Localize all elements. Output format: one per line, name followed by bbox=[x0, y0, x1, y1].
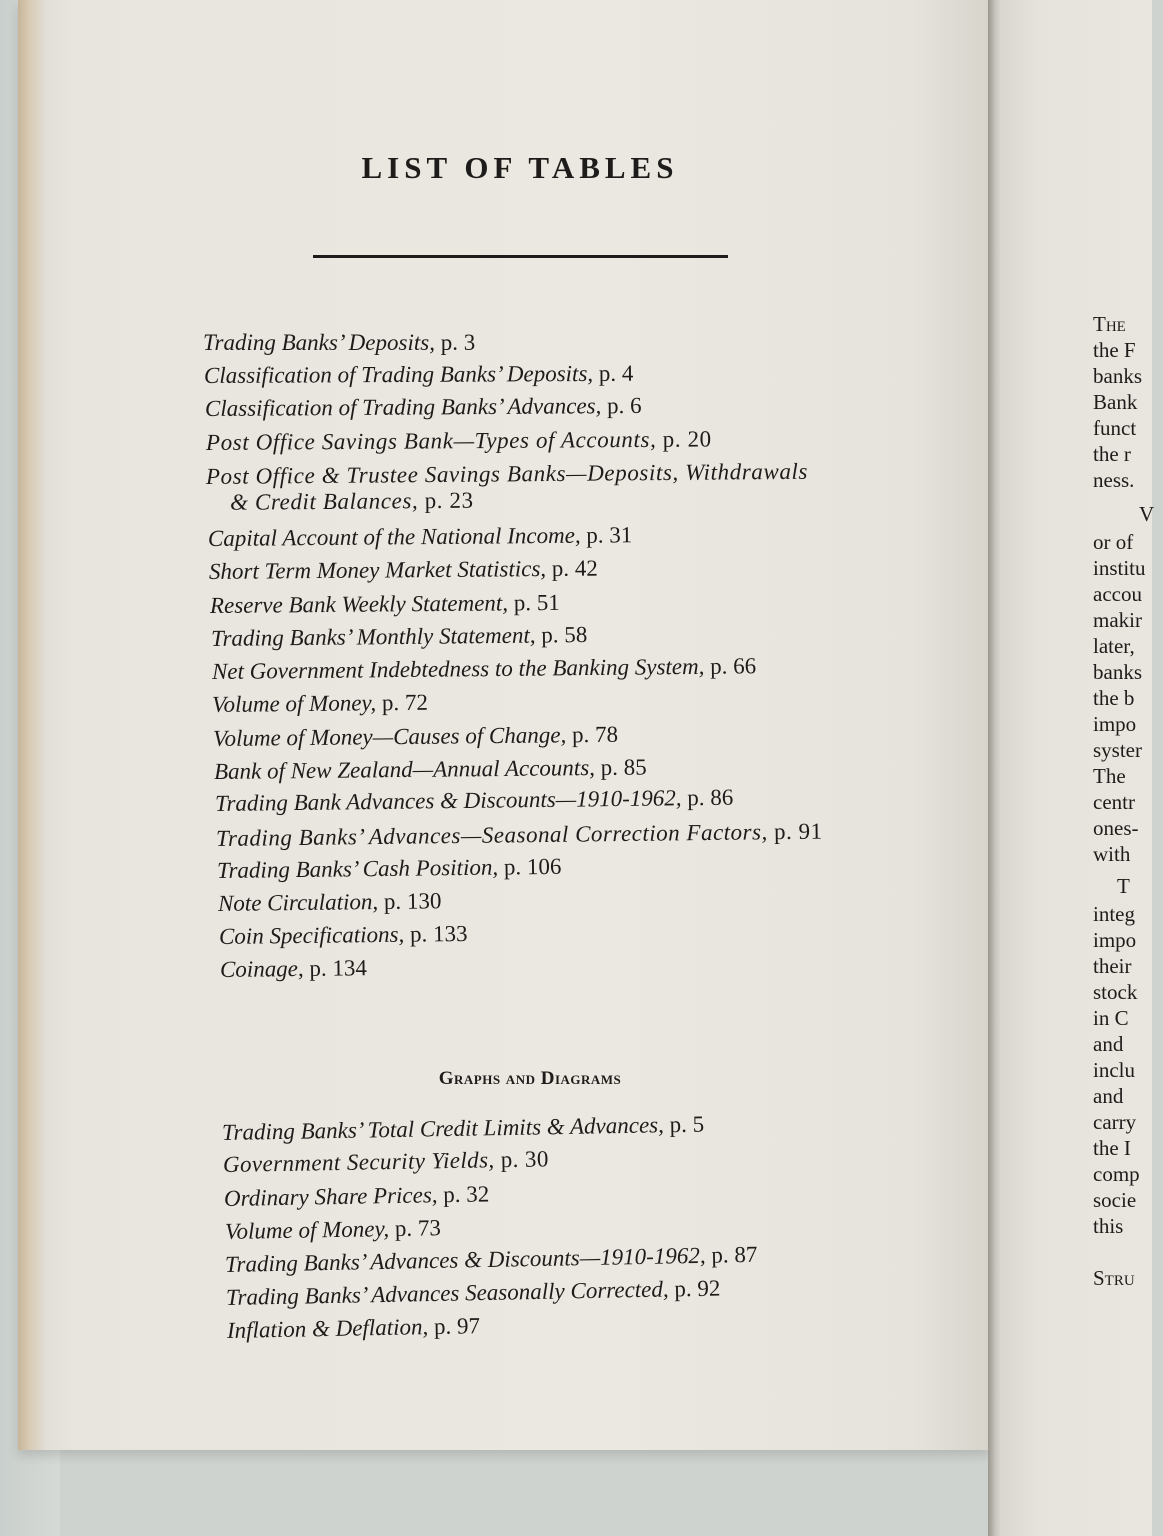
entry-page: p. 133 bbox=[409, 920, 468, 947]
facing-line: accou bbox=[1093, 582, 1142, 606]
entry-page: p. 51 bbox=[513, 589, 560, 616]
entry-title: Short Term Money Market Statistics bbox=[208, 556, 541, 584]
facing-line: later, bbox=[1093, 634, 1135, 658]
table-entry: Net Government Indebtedness to the Banking System, p. 66 bbox=[211, 653, 757, 684]
entry-title: Trading Banks’ Advances Seasonally Corrected bbox=[225, 1276, 664, 1310]
entry-title: Trading Banks’ Total Credit Limits & Advances bbox=[221, 1112, 659, 1145]
facing-line: the b bbox=[1093, 686, 1135, 710]
entry-title: Volume of Money bbox=[224, 1216, 384, 1244]
facing-line: makir bbox=[1093, 608, 1142, 632]
entry-title: Volume of Money—Causes of Change bbox=[212, 722, 561, 751]
page-title: LIST OF TABLES bbox=[361, 150, 679, 185]
table-entry: Coinage, p. 134 bbox=[219, 955, 368, 982]
graph-entry: Inflation & Deflation, p. 97 bbox=[226, 1313, 481, 1343]
graphs-section-heading: Graphs and Diagrams bbox=[438, 1068, 622, 1089]
entry-title: Classification of Trading Banks’ Deposits bbox=[203, 360, 588, 388]
facing-line: this bbox=[1093, 1214, 1124, 1238]
facing-line: V bbox=[1139, 502, 1155, 526]
entry-title: Net Government Indebtedness to the Banking System bbox=[211, 653, 699, 684]
entry-title: Note Circulation bbox=[217, 889, 373, 916]
entry-title: Classification of Trading Banks’ Advances bbox=[204, 393, 596, 421]
table-entry: Post Office Savings Bank—Types of Accounts, p. 20 bbox=[205, 426, 712, 455]
entry-title: Capital Account of the National Income bbox=[207, 522, 575, 551]
entry-title: Bank of New Zealand—Annual Accounts bbox=[213, 755, 590, 784]
table-entry: Volume of Money, p. 72 bbox=[211, 689, 429, 717]
facing-line: impo bbox=[1093, 712, 1137, 736]
facing-page-text bbox=[1093, 0, 1163, 1536]
entry-title: Trading Banks’ Monthly Statement bbox=[210, 622, 530, 651]
entry-page: p. 87 bbox=[711, 1241, 758, 1268]
entry-title: Ordinary Share Prices bbox=[223, 1182, 433, 1211]
facing-line: the r bbox=[1093, 442, 1131, 466]
entry-page: p. 30 bbox=[500, 1146, 549, 1173]
entry-page: p. 20 bbox=[662, 426, 712, 452]
table-entry: Classification of Trading Banks’ Deposits, p. 4 bbox=[203, 360, 634, 388]
facing-line: and bbox=[1093, 1084, 1124, 1108]
facing-line: their bbox=[1093, 954, 1132, 978]
graph-entry: Trading Banks’ Advances Seasonally Corrected, p. 92 bbox=[225, 1275, 721, 1310]
graph-entry: Trading Banks’ Advances & Discounts—1910-1962, p. 87 bbox=[224, 1241, 758, 1277]
facing-line: integ bbox=[1093, 902, 1135, 926]
facing-line: centr bbox=[1093, 790, 1135, 814]
facing-line: and bbox=[1093, 1032, 1124, 1056]
entry-page: p. 58 bbox=[541, 622, 588, 648]
entry-title-continued: & Credit Balances bbox=[229, 488, 413, 515]
facing-line: Bank bbox=[1093, 390, 1138, 414]
table-entry: Bank of New Zealand—Annual Accounts, p. 85 bbox=[213, 754, 647, 784]
entry-page: p. 92 bbox=[674, 1275, 721, 1302]
facing-line: The bbox=[1093, 312, 1126, 336]
entry-title: Post Office Savings Bank—Types of Accounts bbox=[205, 426, 651, 455]
facing-line: banks bbox=[1093, 660, 1142, 684]
entry-page: p. 73 bbox=[394, 1215, 442, 1242]
entry-title: Trading Banks’ Cash Position bbox=[216, 854, 493, 883]
entry-page: p. 31 bbox=[586, 522, 633, 548]
facing-line: stock bbox=[1093, 980, 1138, 1004]
table-entry: Note Circulation, p. 130 bbox=[217, 888, 442, 916]
table-entry: Trading Bank Advances & Discounts—1910-1962, p. 86 bbox=[214, 784, 734, 816]
graph-entry: Ordinary Share Prices, p. 32 bbox=[223, 1181, 490, 1211]
table-entry: Volume of Money—Causes of Change, p. 78 bbox=[212, 721, 619, 751]
table-entry: Classification of Trading Banks’ Advances, p. 6 bbox=[204, 392, 642, 421]
table-entry: Trading Banks’ Deposits, p. 3 bbox=[203, 330, 476, 355]
facing-line: inclu bbox=[1093, 1058, 1135, 1082]
graph-entry: Government Security Yields, p. 30 bbox=[222, 1146, 549, 1177]
entry-page: p. 4 bbox=[598, 360, 634, 386]
entry-page: p. 134 bbox=[309, 955, 368, 981]
facing-line: in C bbox=[1093, 1006, 1129, 1030]
entry-title: Coin Specifications bbox=[218, 921, 399, 949]
facing-line: or of bbox=[1093, 530, 1134, 554]
entry-title: Trading Banks’ Advances—Seasonal Correction Factors bbox=[215, 819, 762, 851]
facing-line: socie bbox=[1093, 1188, 1137, 1212]
entry-page: p. 106 bbox=[503, 853, 562, 880]
facing-line: carry bbox=[1093, 1110, 1137, 1134]
table-entry: Post Office & Trustee Savings Banks—Deposits, Withdrawals & Credit Balances, p. 23 bbox=[205, 458, 809, 515]
facing-line: The bbox=[1093, 764, 1126, 788]
entry-page: p. 6 bbox=[606, 392, 642, 419]
entry-page: p. 91 bbox=[773, 818, 823, 845]
entry-title: Volume of Money bbox=[211, 690, 371, 717]
facing-line: banks bbox=[1093, 364, 1142, 388]
entry-title: Inflation & Deflation bbox=[226, 1314, 423, 1343]
graph-entry: Volume of Money, p. 73 bbox=[224, 1215, 442, 1244]
facing-line: Stru bbox=[1093, 1266, 1135, 1290]
entry-page: p. 42 bbox=[551, 555, 598, 582]
facing-line: T bbox=[1117, 874, 1130, 898]
entry-title: Government Security Yields bbox=[222, 1147, 489, 1177]
entry-title: Trading Banks’ Advances & Discounts—1910-1962 bbox=[224, 1242, 701, 1277]
table-entry: Trading Banks’ Cash Position, p. 106 bbox=[216, 853, 562, 883]
facing-line: the I bbox=[1093, 1136, 1131, 1160]
entry-page: p. 3 bbox=[440, 330, 476, 355]
table-entry: Capital Account of the National Income, p. 31 bbox=[207, 522, 633, 551]
graph-entry: Trading Banks’ Total Credit Limits & Advances, p. 5 bbox=[221, 1111, 705, 1145]
facing-line: institu bbox=[1093, 556, 1146, 580]
table-entry: Trading Banks’ Advances—Seasonal Correction Factors, p. 91 bbox=[215, 818, 823, 851]
facing-line: syster bbox=[1093, 738, 1142, 762]
entry-page: p. 85 bbox=[600, 754, 647, 780]
entry-page: p. 32 bbox=[443, 1181, 490, 1208]
table-entry: Reserve Bank Weekly Statement, p. 51 bbox=[209, 589, 560, 618]
table-entry: Short Term Money Market Statistics, p. 42 bbox=[208, 555, 598, 584]
entry-page: p. 23 bbox=[424, 487, 474, 514]
entry-page: p. 78 bbox=[571, 721, 619, 748]
entry-page: p. 97 bbox=[433, 1313, 481, 1340]
facing-line: ones- bbox=[1093, 816, 1139, 840]
facing-line: funct bbox=[1093, 416, 1137, 440]
entry-page: p. 86 bbox=[687, 784, 734, 811]
facing-line: with bbox=[1093, 842, 1131, 866]
table-entry: Trading Banks’ Monthly Statement, p. 58 bbox=[210, 622, 588, 651]
entry-page: p. 72 bbox=[381, 689, 429, 716]
table-entry: Coin Specifications, p. 133 bbox=[218, 920, 468, 949]
entry-page: p. 66 bbox=[710, 653, 757, 679]
entry-page: p. 130 bbox=[383, 888, 442, 914]
entry-title: Coinage bbox=[219, 956, 299, 982]
entry-title: Post Office & Trustee Savings Banks—Deposits, Withdrawals bbox=[205, 458, 809, 490]
facing-line: comp bbox=[1093, 1162, 1140, 1186]
entry-title: Reserve Bank Weekly Statement bbox=[209, 590, 503, 618]
entry-title: Trading Bank Advances & Discounts—1910-1962 bbox=[214, 785, 676, 816]
facing-line: impo bbox=[1093, 928, 1137, 952]
entry-title: Trading Banks’ Deposits bbox=[203, 330, 430, 355]
facing-line: ness. bbox=[1093, 468, 1135, 492]
entry-page: p. 5 bbox=[669, 1111, 705, 1138]
facing-line: the F bbox=[1093, 338, 1136, 362]
